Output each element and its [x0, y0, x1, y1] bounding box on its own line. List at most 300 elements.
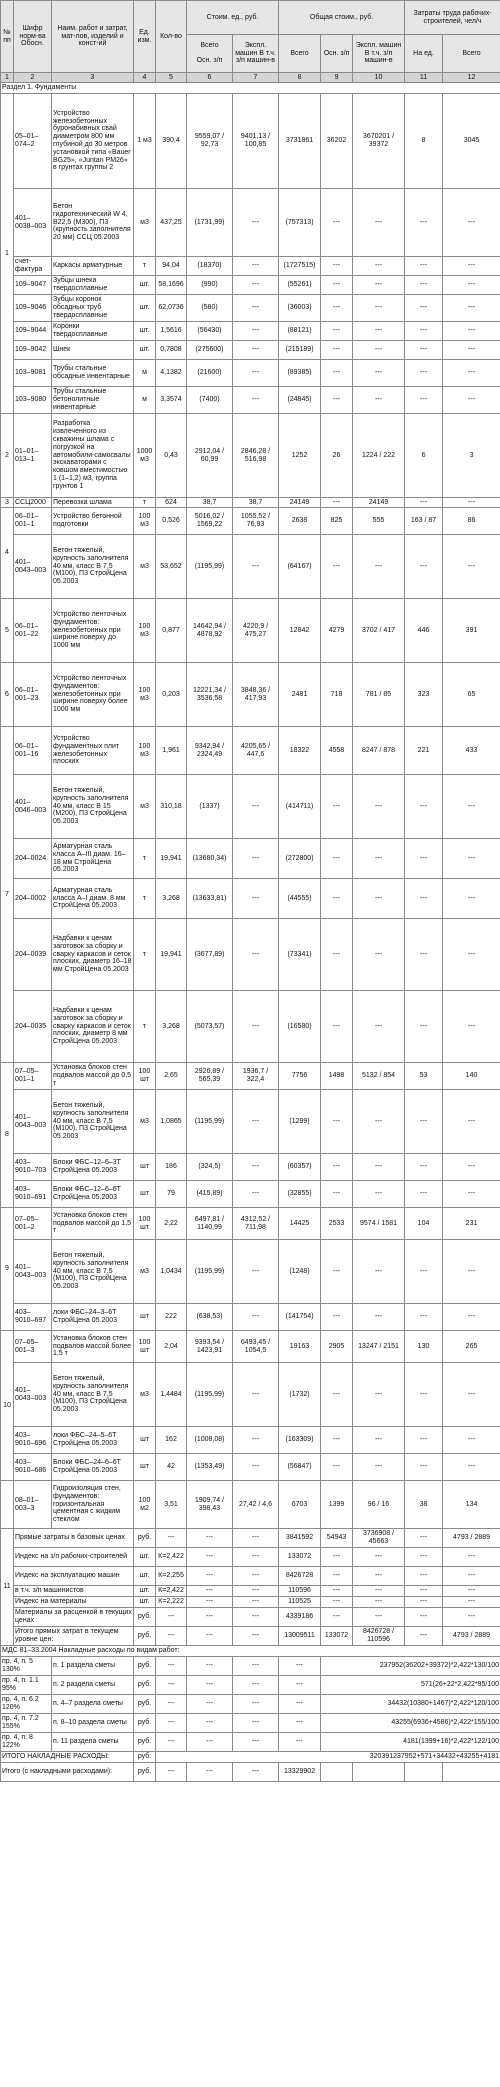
norm-code: 401–0043–003 [14, 1240, 52, 1304]
total-base-wage: --- [321, 1427, 353, 1454]
unit: т [134, 991, 156, 1063]
total-base-wage: --- [321, 1454, 353, 1481]
labor-per-unit: --- [405, 360, 443, 387]
unit: руб. [134, 1627, 156, 1646]
quantity: 310,18 [156, 775, 187, 839]
total-base-wage: 718 [321, 663, 353, 727]
total-machines: --- [353, 919, 405, 991]
quantity: 624 [156, 498, 187, 508]
total-base-wage: --- [321, 387, 353, 414]
labor-per-unit: --- [405, 1427, 443, 1454]
work-name: Бетон тяжелый, крупность заполнителя 40 мм, класс В 15 (М200), П3 СтройЦена 05.2003 [52, 775, 134, 839]
unit: шт. [134, 341, 156, 360]
unit: руб. [134, 1714, 156, 1733]
quantity: 58,1696 [156, 276, 187, 295]
total-machines: 555 [353, 508, 405, 535]
labor-total: --- [443, 341, 500, 360]
total-base-wage: 2905 [321, 1331, 353, 1363]
labor-per-unit: --- [405, 1090, 443, 1154]
unit-cost-total: 2926,89 / 565,39 [187, 1063, 233, 1090]
norm-code: 08–01–003–3 [14, 1481, 52, 1529]
quantity: 186 [156, 1154, 187, 1181]
unit-cost-total: (1337) [187, 775, 233, 839]
unit-cost-machines: --- [233, 1427, 279, 1454]
total-cost: 13009511 [279, 1627, 321, 1646]
column-number: 7 [233, 73, 279, 83]
unit-cost-machines: --- [233, 1240, 279, 1304]
total-base-wage: --- [321, 360, 353, 387]
total-base-wage: 825 [321, 508, 353, 535]
quantity: 0,877 [156, 599, 187, 663]
norm-code: 109–9042 [14, 341, 52, 360]
labor-per-unit: --- [405, 1567, 443, 1586]
total-machines: --- [353, 276, 405, 295]
table-row [1, 94, 500, 189]
unit-cost-total: (1195,99) [187, 1240, 233, 1304]
overhead-norm: пр. 4, п. 5 130% [1, 1657, 52, 1676]
unit-cost-machines: --- [233, 1586, 279, 1597]
work-name: локи ФБС–24–5–6Т СтройЦена 05.2003 [52, 1427, 134, 1454]
unit-cost-total: --- [187, 1529, 233, 1548]
unit-cost-machines: --- [233, 839, 279, 879]
unit-cost-machines: 6493,45 / 1054,5 [233, 1331, 279, 1363]
col-header-qty: Кол-во [156, 1, 187, 73]
labor-total: 391 [443, 599, 500, 663]
overhead-scope: п. 11 раздела сметы [52, 1733, 134, 1752]
norm-code: 07–05–001–1 [14, 1063, 52, 1090]
norm-code: 204–0024 [14, 839, 52, 879]
work-name: Арматурная сталь класса А–III диам. 16–18 мм СтройЦена 05.2003 [52, 839, 134, 879]
column-number: 2 [14, 73, 52, 83]
labor-total: --- [443, 1454, 500, 1481]
unit-cost-total: (580) [187, 295, 233, 322]
total-cost: (1248) [279, 1240, 321, 1304]
work-name: Устройство ленточных фундаментов: железобетонных при ширине поверху более 1000 мм [52, 663, 134, 727]
work-name: Разработка извлеченного из скважины шлама с погрузкой на автомобили-самосвалы экскаваторами с ковшом вместимостью 1 (1–1,2) м3, группа грунтов 1 [52, 414, 134, 498]
work-name: локи ФБС–24–3–6Т СтройЦена 05.2003 [52, 1304, 134, 1331]
labor-per-unit: --- [405, 775, 443, 839]
column-number: 12 [443, 73, 500, 83]
unit-cost-total: --- [187, 1586, 233, 1597]
empty-cell: --- [279, 1714, 321, 1733]
unit: шт [134, 1427, 156, 1454]
quantity: 0,43 [156, 414, 187, 498]
total-base-wage: --- [321, 1567, 353, 1586]
estimate-body [1, 83, 500, 1782]
labor-total: --- [443, 322, 500, 341]
quantity: 42 [156, 1454, 187, 1481]
work-name: Зубцы коронок обсадных труб твердосплавные [52, 295, 134, 322]
table-row [1, 727, 500, 775]
empty-cell [353, 1763, 405, 1782]
total-machines: --- [353, 189, 405, 257]
labor-per-unit: --- [405, 991, 443, 1063]
unit: шт. [134, 322, 156, 341]
total-base-wage: --- [321, 1597, 353, 1608]
labor-per-unit: --- [405, 341, 443, 360]
labor-per-unit: --- [405, 1304, 443, 1331]
summary-row [1, 1529, 500, 1548]
unit: шт. [134, 1548, 156, 1567]
col-header-total-mach: Экспл. машин В т.ч. з/п машин-в [353, 35, 405, 73]
labor-total: --- [443, 1363, 500, 1427]
labor-per-unit: --- [405, 1529, 443, 1548]
empty-cell [321, 1763, 353, 1782]
unit: 100 м3 [134, 663, 156, 727]
work-name: Надбавки к ценам заготовок за сборку и сварку каркасов и сеток плоских, диаметр 8 мм СтройЦена 05.2003 [52, 991, 134, 1063]
quantity: 1,961 [156, 727, 187, 775]
norm-code: 06–01–001–22 [14, 599, 52, 663]
labor-per-unit: 8 [405, 94, 443, 189]
labor-per-unit: 130 [405, 1331, 443, 1363]
overhead-formula: 34432(10380+1467)*2,422*120/100 [321, 1695, 500, 1714]
total-machines: --- [353, 341, 405, 360]
quantity: 19,941 [156, 839, 187, 879]
empty-cell [405, 1763, 443, 1782]
norm-code: 403–9010–697 [14, 1304, 52, 1331]
empty-cell: --- [187, 1763, 233, 1782]
norm-code: 06–01–001–16 [14, 727, 52, 775]
total-machines: --- [353, 1427, 405, 1454]
norm-code: ССЦ2000 [14, 498, 52, 508]
unit: шт. [134, 1597, 156, 1608]
unit: шт [134, 1181, 156, 1208]
work-name: Шнек [52, 341, 134, 360]
column-number: 10 [353, 73, 405, 83]
norm-code: 07–05–001–3 [14, 1331, 52, 1363]
total-machines: --- [353, 1181, 405, 1208]
labor-total: --- [443, 1567, 500, 1586]
unit: т [134, 879, 156, 919]
empty-cell: --- [187, 1714, 233, 1733]
quantity: 1,0434 [156, 1240, 187, 1304]
unit-cost-machines: --- [233, 1548, 279, 1567]
column-number: 4 [134, 73, 156, 83]
labor-total: 86 [443, 508, 500, 535]
table-row [1, 1240, 500, 1304]
labor-per-unit: --- [405, 257, 443, 276]
table-row [1, 1481, 500, 1529]
labor-total: --- [443, 919, 500, 991]
grand-total-row [1, 1763, 500, 1782]
table-row [1, 663, 500, 727]
labor-total: --- [443, 1548, 500, 1567]
total-base-wage: --- [321, 322, 353, 341]
total-cost: 2481 [279, 663, 321, 727]
unit-cost-machines: --- [233, 775, 279, 839]
total-machines: --- [353, 1567, 405, 1586]
total-base-wage: 36202 [321, 94, 353, 189]
quantity: 62,0736 [156, 295, 187, 322]
labor-total: --- [443, 387, 500, 414]
column-number: 5 [156, 73, 187, 83]
table-row [1, 1090, 500, 1154]
norm-code: 06–01–001–1 [14, 508, 52, 535]
row-number: 10 [1, 1331, 14, 1481]
total-machines: --- [353, 387, 405, 414]
row-number: 9 [1, 1208, 14, 1331]
labor-per-unit: --- [405, 387, 443, 414]
unit-cost-total: (1195,99) [187, 535, 233, 599]
unit: м3 [134, 535, 156, 599]
quantity: К=2,422 [156, 1586, 187, 1597]
unit: руб. [134, 1608, 156, 1627]
unit: шт. [134, 276, 156, 295]
overhead-row [1, 1714, 500, 1733]
unit-cost-machines: --- [233, 1529, 279, 1548]
labor-per-unit: 38 [405, 1481, 443, 1529]
table-row [1, 1454, 500, 1481]
summary-label: Прямые затраты в базовых ценах [14, 1529, 134, 1548]
col-header-number: № пп [1, 1, 14, 73]
total-base-wage: --- [321, 879, 353, 919]
total-base-wage: --- [321, 991, 353, 1063]
total-machines: --- [353, 1363, 405, 1427]
labor-total: 140 [443, 1063, 500, 1090]
empty-cell: --- [233, 1714, 279, 1733]
summary-row [1, 1597, 500, 1608]
quantity: К=2,422 [156, 1548, 187, 1567]
row-number: 11 [1, 1529, 14, 1646]
total-base-wage: --- [321, 276, 353, 295]
total-cost: 2638 [279, 508, 321, 535]
unit-cost-machines: --- [233, 1627, 279, 1646]
table-row [1, 839, 500, 879]
labor-per-unit: --- [405, 295, 443, 322]
total-base-wage: --- [321, 257, 353, 276]
quantity: 19,941 [156, 919, 187, 991]
labor-total: --- [443, 498, 500, 508]
unit-cost-machines: --- [233, 1597, 279, 1608]
unit: шт [134, 1304, 156, 1331]
col-header-labor-total: Всего [443, 35, 500, 73]
unit-cost-machines: --- [233, 1567, 279, 1586]
unit-cost-machines: --- [233, 1304, 279, 1331]
total-machines: 96 / 16 [353, 1481, 405, 1529]
overhead-formula: 4181(1399+16)*2,422*122/100 [321, 1733, 500, 1752]
total-machines: --- [353, 360, 405, 387]
total-machines: --- [353, 1090, 405, 1154]
labor-total: 3045 [443, 94, 500, 189]
table-row [1, 1181, 500, 1208]
total-machines: --- [353, 295, 405, 322]
total-cost: (141754) [279, 1304, 321, 1331]
labor-total: --- [443, 535, 500, 599]
row-number: 8 [1, 1063, 14, 1208]
summary-label: Материалы за расценкой в текущих ценах [14, 1608, 134, 1627]
empty-cell: --- [233, 1733, 279, 1752]
labor-per-unit: --- [405, 1597, 443, 1608]
table-row [1, 919, 500, 991]
unit: т [134, 257, 156, 276]
table-row [1, 257, 500, 276]
unit-cost-machines: --- [233, 1454, 279, 1481]
quantity: 53,652 [156, 535, 187, 599]
quantity: 3,268 [156, 991, 187, 1063]
work-name: Устройство железобетонных буронабивных свай диаметром 800 мм глубиной до 30 метров установкой типа «Bauer BG25», «Juntan PM26» в грунтах группы 2 [52, 94, 134, 189]
work-name: Надбавки к ценам заготовок за сборку и сварку каркасов и сеток плоских, диаметр 16–18 мм СтройЦена 05.2003 [52, 919, 134, 991]
empty-cell: --- [233, 1676, 279, 1695]
labor-per-unit: 446 [405, 599, 443, 663]
norm-code: 109–9047 [14, 276, 52, 295]
unit-cost-total: (13680,34) [187, 839, 233, 879]
unit-cost-total: 9393,54 / 1423,91 [187, 1331, 233, 1363]
labor-per-unit: --- [405, 498, 443, 508]
total-cost: (44555) [279, 879, 321, 919]
quantity: --- [156, 1627, 187, 1646]
unit-cost-total: 38,7 [187, 498, 233, 508]
work-name: Зубцы шнека твердосплавные [52, 276, 134, 295]
overhead-total-label: ИТОГО НАКЛАДНЫЕ РАСХОДЫ: [1, 1752, 134, 1763]
unit: 1000 м3 [134, 414, 156, 498]
labor-per-unit: 104 [405, 1208, 443, 1240]
total-cost: 24149 [279, 498, 321, 508]
total-cost: (1727515) [279, 257, 321, 276]
total-machines: --- [353, 775, 405, 839]
summary-row [1, 1627, 500, 1646]
unit: руб. [134, 1733, 156, 1752]
col-header-unit: Ед. изм. [134, 1, 156, 73]
work-name: Каркасы арматурные [52, 257, 134, 276]
unit-cost-total: (324,5) [187, 1154, 233, 1181]
labor-per-unit: --- [405, 276, 443, 295]
labor-per-unit: --- [405, 879, 443, 919]
total-cost: 3841592 [279, 1529, 321, 1548]
quantity: 79 [156, 1181, 187, 1208]
norm-code: 01–01–013–1 [14, 414, 52, 498]
total-machines: --- [353, 1608, 405, 1627]
table-row [1, 295, 500, 322]
total-machines: 1224 / 222 [353, 414, 405, 498]
total-base-wage: --- [321, 341, 353, 360]
total-base-wage: --- [321, 1363, 353, 1427]
labor-total: --- [443, 879, 500, 919]
norm-code: 109–9044 [14, 322, 52, 341]
empty-cell: --- [187, 1733, 233, 1752]
col-header-unit-base-label: Осн. з/п [196, 57, 223, 65]
total-cost: (89385) [279, 360, 321, 387]
unit: руб. [134, 1657, 156, 1676]
table-row [1, 387, 500, 414]
summary-label: Индекс на эксплуатацию машин [14, 1567, 134, 1586]
col-header-code: Шифр норм-ва Обосн. [14, 1, 52, 73]
unit-cost-total: --- [187, 1627, 233, 1646]
labor-total: --- [443, 1090, 500, 1154]
labor-per-unit: 323 [405, 663, 443, 727]
unit: шт. [134, 1567, 156, 1586]
table-row [1, 1427, 500, 1454]
labor-total: 65 [443, 663, 500, 727]
total-cost: 6703 [279, 1481, 321, 1529]
quantity: К=2,222 [156, 1597, 187, 1608]
overhead-title: МДС 81–33.2004 Накладные расходы по видам работ: [1, 1646, 500, 1657]
labor-per-unit: 53 [405, 1063, 443, 1090]
total-base-wage: --- [321, 1181, 353, 1208]
total-cost: 4339186 [279, 1608, 321, 1627]
col-header-total-total: Всего [279, 35, 321, 73]
overhead-scope: п. 2 раздела сметы [52, 1676, 134, 1695]
unit: 1 м3 [134, 94, 156, 189]
work-name: Арматурная сталь класса А–I диам. 8 мм СтройЦена 05.2003 [52, 879, 134, 919]
quantity: 0,203 [156, 663, 187, 727]
row-number: 5 [1, 599, 14, 663]
unit-cost-total: 5016,02 / 1569,22 [187, 508, 233, 535]
unit-cost-machines: 4220,9 / 475,27 [233, 599, 279, 663]
total-cost: 18322 [279, 727, 321, 775]
empty-cell: --- [156, 1657, 187, 1676]
norm-code: 204–0002 [14, 879, 52, 919]
empty-cell: --- [156, 1733, 187, 1752]
total-base-wage: --- [321, 1240, 353, 1304]
unit-cost-total: (1195,99) [187, 1363, 233, 1427]
table-row [1, 991, 500, 1063]
unit-cost-machines: 4205,65 / 447,6 [233, 727, 279, 775]
total-cost: (32855) [279, 1181, 321, 1208]
unit: шт [134, 1154, 156, 1181]
labor-total: --- [443, 1586, 500, 1597]
row-number: 6 [1, 663, 14, 727]
unit: м3 [134, 1363, 156, 1427]
quantity: 3,3574 [156, 387, 187, 414]
work-name: Бетон гидротехнический W 4, В22,5 (М300), П3 (крупность заполнителя 20 мм) ССЦ 05.2003 [52, 189, 134, 257]
labor-total: --- [443, 839, 500, 879]
labor-total: --- [443, 1240, 500, 1304]
unit: 100 м3 [134, 508, 156, 535]
labor-per-unit: --- [405, 1154, 443, 1181]
table-row [1, 599, 500, 663]
unit-cost-total: (56430) [187, 322, 233, 341]
quantity: 162 [156, 1427, 187, 1454]
norm-code: 401–0038–003 [14, 189, 52, 257]
quantity: 0,526 [156, 508, 187, 535]
norm-code: 401–0043–003 [14, 1363, 52, 1427]
labor-total: --- [443, 257, 500, 276]
unit: 100 м3 [134, 599, 156, 663]
total-cost: (163309) [279, 1427, 321, 1454]
total-base-wage: --- [321, 1586, 353, 1597]
unit-cost-total: (3677,89) [187, 919, 233, 991]
total-machines: 3702 / 417 [353, 599, 405, 663]
norm-code: 401–0043–003 [14, 535, 52, 599]
work-name: Бетон тяжелый, крупность заполнителя 40 мм, класс В 7,5 (М100), П3 СтройЦена 05.2003 [52, 1363, 134, 1427]
total-base-wage: --- [321, 919, 353, 991]
quantity: 1,4484 [156, 1363, 187, 1427]
unit-cost-machines: --- [233, 919, 279, 991]
work-name: Гидроизоляция стен, фундаментов: горизонтальная цементная с жидким стеклом [52, 1481, 134, 1529]
total-machines: --- [353, 839, 405, 879]
unit-cost-machines: --- [233, 276, 279, 295]
unit-cost-total: (1353,49) [187, 1454, 233, 1481]
column-number: 8 [279, 73, 321, 83]
grand-total-label: Итого (с накладными расходами): [1, 1763, 134, 1782]
total-machines: --- [353, 1548, 405, 1567]
total-base-wage: --- [321, 498, 353, 508]
unit-cost-machines: --- [233, 1090, 279, 1154]
quantity: 437,25 [156, 189, 187, 257]
work-name: Устройство ленточных фундаментов: железобетонных при ширине поверху до 1000 мм [52, 599, 134, 663]
unit-cost-total: 1909,74 / 398,43 [187, 1481, 233, 1529]
total-base-wage: 4279 [321, 599, 353, 663]
unit-cost-machines: --- [233, 1608, 279, 1627]
work-name: Установка блоков стен подвалов массой до 0,5 т [52, 1063, 134, 1090]
unit: 100 шт [134, 1208, 156, 1240]
unit-cost-machines: --- [233, 1181, 279, 1208]
overhead-formula: 571(26+22*2,422*95/100 [321, 1676, 500, 1695]
unit-cost-total: --- [187, 1567, 233, 1586]
unit-cost-total: (1731,99) [187, 189, 233, 257]
quantity: 3,268 [156, 879, 187, 919]
total-machines: --- [353, 322, 405, 341]
